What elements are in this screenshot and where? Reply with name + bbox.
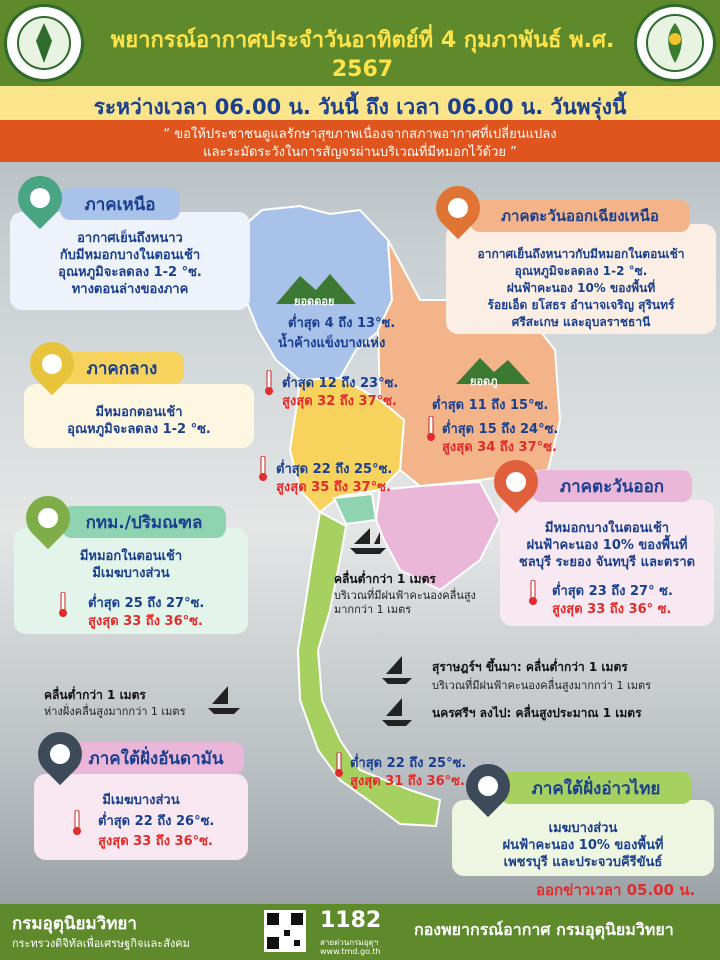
thermometer-south-icon — [334, 752, 344, 778]
warning-line-2: และระมัดระวังในการสัญจรผ่านบริเวณที่มีหมอกไว้ด้วย ” — [203, 145, 517, 160]
qr-code-icon — [264, 910, 306, 952]
andaman-high-temp: สูงสุด 33 ถึง 36°ซ. — [98, 834, 213, 849]
issued-time: ออกข่าวเวลา 05.00 น. — [536, 881, 696, 899]
bangkok-low-temp: ต่ำสุด 25 ถึง 27°ซ. — [88, 596, 205, 611]
hotline-number: 1182 — [320, 908, 382, 933]
thermometer-bangkok-icon — [58, 592, 68, 618]
east-line-2: ฝนฟ้าคะนอง 10% ของพื้นที่ — [526, 538, 688, 553]
boat-south-lower-icon — [382, 698, 412, 726]
gulf-wave-note-2: มากกว่า 1 เมตร — [334, 603, 412, 616]
northeast-title: ภาคตะวันออกเฉียงเหนือ — [470, 200, 690, 232]
south-high-temp: สูงสุด 31 ถึง 36°ซ. — [350, 774, 465, 789]
central-line-1: มีหมอกตอนเช้า — [95, 405, 183, 420]
northeast-peak-label: ยอดภู — [470, 375, 498, 388]
northeast-peak-temp: ต่ำสุด 11 ถึง 15°ซ. — [432, 398, 549, 413]
gulf-title: ภาคใต้ฝั่งอ่าวไทย — [500, 772, 692, 804]
north-low-temp: ต่ำสุด 12 ถึง 23°ซ. — [282, 376, 399, 391]
northeast-line-1: อากาศเย็นถึงหนาวกับมีหมอกในตอนเช้า — [477, 247, 685, 261]
south-wave-upper-note: บริเวณที่มีฝนฟ้าคะนองคลื่นสูงมากกว่า 1 เมตร — [432, 679, 652, 692]
central-low-temp: ต่ำสุด 22 ถึง 25°ซ. — [276, 462, 393, 477]
bangkok-line-1: มีหมอกในตอนเช้า — [79, 549, 183, 564]
andaman-wave-main: คลื่นต่ำกว่า 1 เมตร — [44, 688, 146, 702]
forecast-period: ระหว่างเวลา 06.00 น. วันนี้ ถึง เวลา 06.00 น. วันพรุ่งนี้ — [93, 95, 627, 119]
north-line-4: ทางตอนล่างของภาค — [71, 282, 189, 297]
central-title: ภาคกลาง — [60, 352, 184, 384]
gulf-wave-note-1: บริเวณที่มีฝนฟ้าคะนองคลื่นสูง — [334, 589, 476, 602]
bangkok-high-temp: สูงสุด 33 ถึง 36°ซ. — [88, 614, 203, 629]
boat-andaman-icon — [208, 686, 240, 714]
thermometer-north-icon — [264, 370, 274, 396]
footer-division: กองพยากรณ์อากาศ กรมอุตุนิยมวิทยา — [414, 920, 674, 939]
north-high-temp: สูงสุด 32 ถึง 37°ซ. — [282, 394, 397, 409]
page-title: พยากรณ์อากาศประจำวันอาทิตย์ที่ 4 กุมภาพันธ์ พ.ศ. 2567 — [110, 28, 615, 82]
warning-line-1: “ ขอให้ประชาชนดูแลรักษาสุขภาพเนื่องจากสภาพอากาศที่เปลี่ยนแปลง — [163, 127, 557, 142]
thermometer-east-icon — [528, 580, 538, 606]
east-title: ภาคตะวันออก — [532, 470, 692, 502]
south-low-temp: ต่ำสุด 22 ถึง 25°ซ. — [350, 756, 467, 771]
gulf-wave-main: คลื่นต่ำกว่า 1 เมตร — [334, 572, 436, 586]
bangkok-line-2: มีเมฆบางส่วน — [92, 566, 170, 581]
north-line-1: อากาศเย็นถึงหนาว — [77, 231, 183, 246]
north-peak-temp: ต่ำสุด 4 ถึง 13°ซ. — [288, 316, 396, 331]
north-line-2: กับมีหมอกบางในตอนเช้า — [59, 248, 201, 263]
central-card — [24, 384, 254, 448]
north-line-3: อุณหภูมิจะลดลง 1-2 °ซ. — [58, 265, 202, 280]
gulf-line-2: ฝนฟ้าคะนอง 10% ของพื้นที่ — [502, 838, 664, 853]
gulf-line-3: เพชรบุรี และประจวบคีรีขันธ์ — [503, 855, 663, 870]
map-region-bangkok — [334, 494, 376, 524]
south-wave-lower: นครศรีฯ ลงไป: คลื่นสูงประมาณ 1 เมตร — [432, 706, 642, 720]
east-low-temp: ต่ำสุด 23 ถึง 27° ซ. — [552, 584, 673, 599]
andaman-line-1: มีเมฆบางส่วน — [102, 793, 180, 808]
andaman-wave-note: ห่างฝั่งคลื่นสูงมากกว่า 1 เมตร — [44, 705, 186, 718]
northeast-low-temp: ต่ำสุด 15 ถึง 24°ซ. — [442, 422, 559, 437]
andaman-low-temp: ต่ำสุด 22 ถึง 26°ซ. — [98, 814, 215, 829]
northeast-line-5: ศรีสะเกษ และอุบลราชธานี — [511, 315, 651, 329]
northeast-line-3: ฝนฟ้าคะนอง 10% ของพื้นที่ — [506, 281, 656, 295]
andaman-title: ภาคใต้ฝั่งอันดามัน — [68, 742, 244, 774]
gulf-line-1: เมฆบางส่วน — [548, 821, 618, 836]
thermometer-central-icon — [258, 456, 268, 482]
footer-ministry: กระทรวงดิจิทัลเพื่อเศรษฐกิจและสังคม — [12, 937, 190, 950]
website-link[interactable]: www.tmd.go.th — [320, 947, 381, 956]
north-title: ภาคเหนือ — [60, 188, 180, 220]
north-peak-label: ยอดดอย — [294, 295, 335, 308]
south-wave-upper: สุราษฎร์ฯ ขึ้นมา: คลื่นต่ำกว่า 1 เมตร — [432, 660, 628, 674]
central-high-temp: สูงสุด 35 ถึง 37°ซ. — [276, 480, 391, 495]
thermometer-andaman-icon — [72, 810, 82, 836]
northeast-card — [446, 224, 716, 334]
east-line-3: ชลบุรี ระยอง จันทบุรี และตราด — [518, 555, 696, 570]
east-line-1: มีหมอกบางในตอนเช้า — [544, 521, 670, 536]
boat-south-upper-icon — [382, 656, 412, 684]
thermometer-northeast-icon — [426, 416, 436, 442]
footer-org: กรมอุตุนิยมวิทยา — [12, 914, 137, 934]
central-line-2: อุณหภูมิจะลดลง 1-2 °ซ. — [67, 422, 211, 437]
northeast-line-4: ร้อยเอ็ด ยโสธร อำนาจเจริญ สุรินทร์ — [487, 298, 675, 312]
north-frost: น้ำค้างแข็งบางแห่ง — [278, 336, 386, 351]
bangkok-title: กทม./ปริมณฑล — [62, 506, 226, 538]
east-high-temp: สูงสุด 33 ถึง 36° ซ. — [552, 602, 672, 617]
northeast-line-2: อุณหภูมิจะลดลง 1-2 °ซ. — [514, 264, 648, 278]
north-card — [10, 212, 250, 310]
hotline-label: สายด่วนกรมอุตุฯ — [320, 938, 379, 947]
northeast-high-temp: สูงสุด 34 ถึง 37°ซ. — [442, 440, 557, 455]
